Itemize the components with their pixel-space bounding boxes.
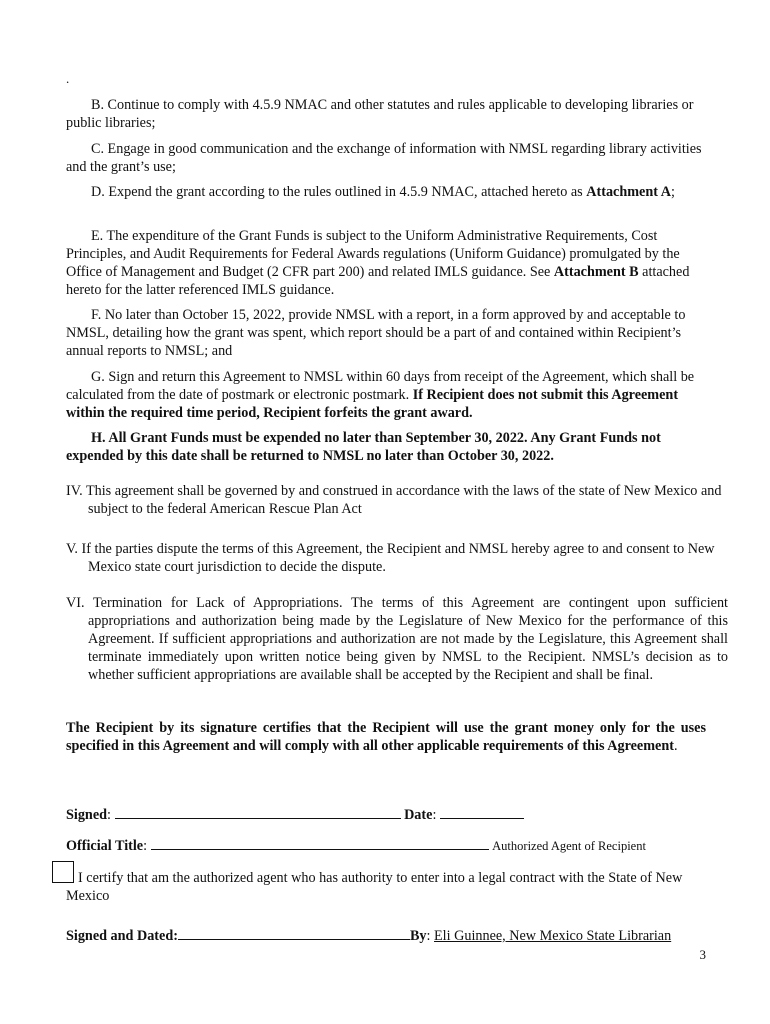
item-g-forfeit-notice: If Recipient does not submit this Agreement within the required time period, Recipient forfeits the grant award.	[66, 387, 679, 421]
certification-statement	[66, 719, 706, 755]
item-e	[66, 227, 706, 299]
leading-dot: .	[66, 71, 70, 86]
signed-dated-line[interactable]	[178, 925, 410, 940]
librarian-name: Eli Guinnee, New Mexico State Librarian	[434, 928, 672, 944]
authorized-agent-caption: Authorized Agent of Recipient	[492, 839, 646, 853]
attachment-b-ref: Attachment B	[553, 264, 639, 280]
item-c: C. Engage in good communication and the exchange of information with NMSL regarding library activities and the grant’s use;	[66, 141, 702, 175]
section-vi: VI. Termination for Lack of Appropriations. The terms of this Agreement are contingent upon sufficient appropriations and authorization being made by the Legislature of New Mexico for the performance of this Agreement. If sufficient appropriations and authorization are not made by the Legislature, this Agreement shall terminate immediately upon written notice being given by NMSL to the Recipient. NMSL’s decision as to whether sufficient appropriations are available shall be accepted by the Recipient and shall be final.	[66, 595, 728, 683]
item-d-text: D. Expend the grant according to the rules outlined in 4.5.9 NMAC, attached hereto as	[91, 184, 587, 200]
signed-dated-label: Signed and Dated:	[66, 928, 178, 944]
certification-period: .	[673, 738, 678, 754]
official-title-colon: :	[143, 838, 151, 854]
certification-text: The Recipient by its signature certifies that the Recipient will use the grant money only for the uses specified in this Agreement and will comply with all other applicable requirements of this Agreement	[66, 720, 706, 754]
item-g	[66, 368, 706, 422]
signature-line[interactable]	[115, 804, 401, 819]
by-colon: :	[426, 928, 435, 944]
attachment-a-ref: Attachment A	[586, 184, 671, 200]
signed-row	[66, 804, 706, 824]
item-g-text: G. Sign and return this Agreement to NMSL within 60 days from receipt of the Agreement, which shall be calculated from the date of postmark or electronic postmark.	[66, 369, 695, 403]
by-label: By	[409, 928, 427, 944]
signed-label: Signed	[66, 807, 108, 823]
certify-statement: I certify that am the authorized agent who has authority to enter into a legal contract with the State of New Mexico	[66, 870, 683, 904]
official-title-line[interactable]	[151, 835, 489, 850]
item-e-end: attached hereto for the latter referenced IMLS guidance.	[66, 264, 690, 298]
official-title-label: Official Title	[66, 838, 144, 854]
section-iv: IV. This agreement shall be governed by and construed in accordance with the laws of the state of New Mexico and subject to the federal American Rescue Plan Act	[66, 483, 722, 517]
signed-colon: :	[107, 807, 115, 823]
item-b: B. Continue to comply with 4.5.9 NMAC and other statutes and rules applicable to developing libraries or public libraries;	[66, 97, 694, 131]
item-d-end: ;	[670, 184, 675, 200]
date-line[interactable]	[440, 804, 524, 819]
item-f: F. No later than October 15, 2022, provide NMSL with a report, in a form approved by and acceptable to NMSL, detailing how the grant was spent, which report should be a part of and contained within Recipient’s annual reports to NMSL; and	[66, 307, 686, 359]
item-e-text: E. The expenditure of the Grant Funds is subject to the Uniform Administrative Requirements, Cost Principles, and Audit Requirements for Federal Awards regulations (Uniform Guidance) promulgated by the Office of Management and Budget (2 CFR part 200) and related IMLS guidance. See	[66, 228, 680, 280]
date-colon: :	[432, 807, 440, 823]
section-v: V. If the parties dispute the terms of this Agreement, the Recipient and NMSL hereby agree to and consent to New Mexico state court jurisdiction to decide the dispute.	[66, 541, 715, 575]
official-title-row	[66, 835, 726, 855]
date-label: Date	[404, 807, 433, 823]
item-h-text: H. All Grant Funds must be expended no later than September 30, 2022. Any Grant Funds not expended by this date shall be returned to NMSL no later than October 30, 2022.	[66, 430, 661, 464]
signed-dated-row	[66, 925, 706, 945]
page-number: 3	[699, 947, 706, 962]
item-h	[66, 429, 706, 465]
item-d	[66, 183, 706, 201]
